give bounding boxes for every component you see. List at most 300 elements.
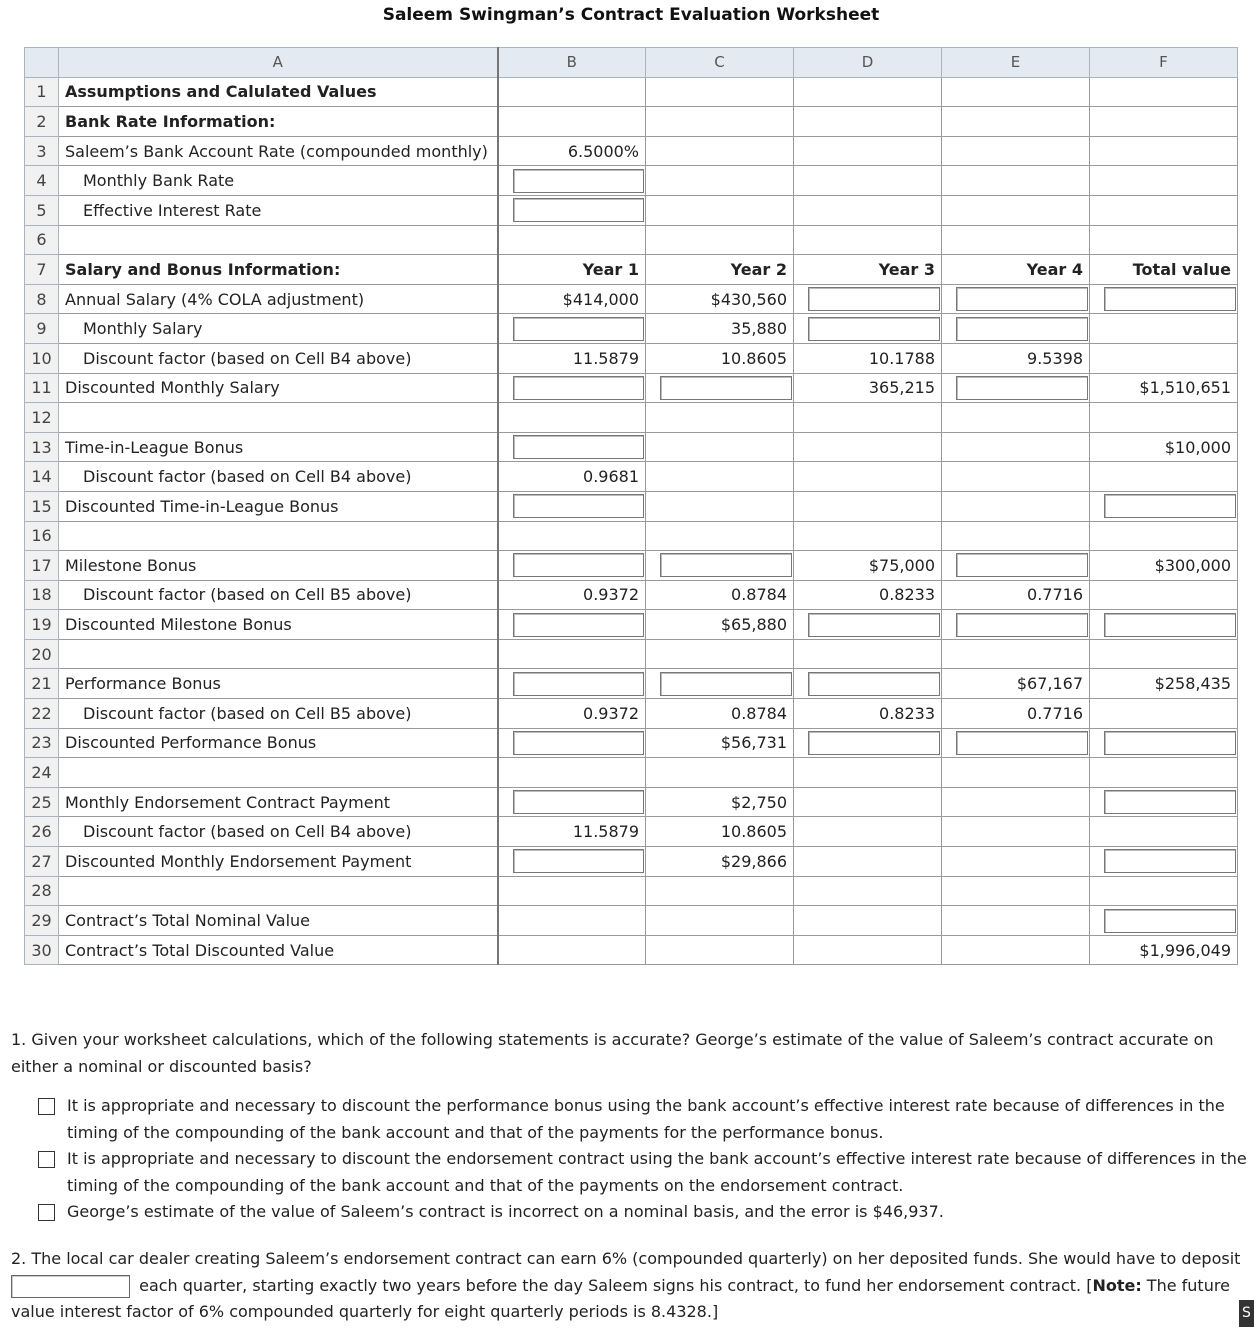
row-number[interactable]: 16: [25, 521, 59, 551]
cell-e1: [942, 77, 1090, 107]
cell-f18: [1090, 580, 1238, 610]
cell-a10: Discount factor (based on Cell B4 above): [59, 343, 498, 373]
cell-f8[interactable]: [1090, 284, 1238, 314]
table-row: [25, 343, 1238, 373]
cell-b7: Year 1: [498, 255, 646, 285]
cell-a15: Discounted Time-in-League Bonus: [59, 491, 498, 521]
cell-f4: [1090, 166, 1238, 196]
cell-e24: [942, 758, 1090, 788]
cell-a27: Discounted Monthly Endorsement Payment: [59, 847, 498, 877]
cell-e13: [942, 432, 1090, 462]
cell-c25: $2,750: [646, 787, 794, 817]
cell-c16: [646, 521, 794, 551]
q1-option-1[interactable]: [38, 1093, 1250, 1146]
table-row: [25, 551, 1238, 581]
cell-a18: Discount factor (based on Cell B5 above): [59, 580, 498, 610]
cell-c11[interactable]: [646, 373, 794, 403]
cell-e21: $67,167: [942, 669, 1090, 699]
cell-b4[interactable]: [498, 166, 646, 196]
cell-d5: [794, 195, 942, 225]
row-number[interactable]: 18: [25, 580, 59, 610]
table-row: [25, 77, 1238, 107]
cell-c24: [646, 758, 794, 788]
cell-e5: [942, 195, 1090, 225]
table-row: [25, 284, 1238, 314]
cell-f3: [1090, 136, 1238, 166]
cell-c21[interactable]: [646, 669, 794, 699]
row-number[interactable]: 1: [25, 77, 59, 107]
table-row: [25, 462, 1238, 492]
answer-input-e11[interactable]: [956, 376, 1088, 400]
cell-a8: Annual Salary (4% COLA adjustment): [59, 284, 498, 314]
cell-a12: [59, 403, 498, 433]
cell-c22: 0.8784: [646, 699, 794, 729]
answer-input-e23[interactable]: [956, 731, 1088, 755]
column-header-b[interactable]: B: [498, 48, 646, 78]
cell-a17: Milestone Bonus: [59, 551, 498, 581]
cell-e14: [942, 462, 1090, 492]
q2-note-text: The future value interest factor of 6% compounded quarterly for eight quarterly periods is 8.4328.]: [11, 1275, 1230, 1321]
cell-b30: [498, 935, 646, 965]
cell-c13: [646, 432, 794, 462]
corner-badge[interactable]: S: [1239, 1300, 1254, 1327]
cell-c30: [646, 935, 794, 965]
cell-c29: [646, 906, 794, 936]
cell-c18: 0.8784: [646, 580, 794, 610]
cell-e20: [942, 639, 1090, 669]
cell-e29: [942, 906, 1090, 936]
cell-b27[interactable]: [498, 847, 646, 877]
cell-b25[interactable]: [498, 787, 646, 817]
cell-d2: [794, 107, 942, 137]
cell-d28: [794, 876, 942, 906]
cell-a6: [59, 225, 498, 255]
q2-deposit-input[interactable]: [11, 1275, 130, 1298]
table-row: [25, 255, 1238, 285]
cell-a20: [59, 639, 498, 669]
answer-input-b23[interactable]: [513, 731, 645, 755]
q1-option-2-checkbox[interactable]: [38, 1151, 55, 1168]
cell-e30: [942, 935, 1090, 965]
cell-a23: Discounted Performance Bonus: [59, 728, 498, 758]
cell-f15[interactable]: [1090, 491, 1238, 521]
cell-f23[interactable]: [1090, 728, 1238, 758]
row-number[interactable]: 24: [25, 758, 59, 788]
answer-input-e17[interactable]: [956, 553, 1088, 577]
row-number[interactable]: 21: [25, 669, 59, 699]
row-number[interactable]: 6: [25, 225, 59, 255]
table-row: [25, 107, 1238, 137]
cell-a28: [59, 876, 498, 906]
cell-c17[interactable]: [646, 551, 794, 581]
cell-f24: [1090, 758, 1238, 788]
cell-e25: [942, 787, 1090, 817]
row-number[interactable]: 4: [25, 166, 59, 196]
cell-c8: $430,560: [646, 284, 794, 314]
answer-input-b19[interactable]: [513, 613, 645, 637]
page-title: Saleem Swingman’s Contract Evaluation Worksheet: [382, 5, 880, 25]
cell-b16: [498, 521, 646, 551]
cell-c12: [646, 403, 794, 433]
cell-f13: $10,000: [1090, 432, 1238, 462]
answer-input-e9[interactable]: [956, 317, 1088, 341]
answer-input-b11[interactable]: [513, 376, 645, 400]
cell-c14: [646, 462, 794, 492]
cell-b19[interactable]: [498, 610, 646, 640]
column-header-d[interactable]: D: [794, 48, 942, 78]
cell-b24: [498, 758, 646, 788]
cell-b2: [498, 107, 646, 137]
cell-f17: $300,000: [1090, 551, 1238, 581]
answer-input-f25[interactable]: [1104, 790, 1236, 814]
row-number[interactable]: 11: [25, 373, 59, 403]
cell-d20: [794, 639, 942, 669]
q1-option-2[interactable]: [38, 1146, 1250, 1199]
table-row: [25, 847, 1238, 877]
cell-b23[interactable]: [498, 728, 646, 758]
row-number[interactable]: 12: [25, 403, 59, 433]
cell-c7: Year 2: [646, 255, 794, 285]
table-row: [25, 225, 1238, 255]
cell-f28: [1090, 876, 1238, 906]
cell-b12: [498, 403, 646, 433]
cell-d24: [794, 758, 942, 788]
row-number[interactable]: 17: [25, 551, 59, 581]
cell-e27: [942, 847, 1090, 877]
cell-c4: [646, 166, 794, 196]
table-row: [25, 728, 1238, 758]
cell-b22: 0.9372: [498, 699, 646, 729]
column-header-f[interactable]: F: [1090, 48, 1238, 78]
row-number[interactable]: 9: [25, 314, 59, 344]
cell-b14: 0.9681: [498, 462, 646, 492]
cell-b1: [498, 77, 646, 107]
corner-cell[interactable]: [25, 48, 59, 78]
cell-a16: [59, 521, 498, 551]
cell-f27[interactable]: [1090, 847, 1238, 877]
cell-b5[interactable]: [498, 195, 646, 225]
column-header-row: [25, 48, 1238, 78]
cell-c19: $65,880: [646, 610, 794, 640]
table-row: [25, 817, 1238, 847]
cell-a19: Discounted Milestone Bonus: [59, 610, 498, 640]
cell-d14: [794, 462, 942, 492]
cell-e6: [942, 225, 1090, 255]
cell-a9: Monthly Salary: [59, 314, 498, 344]
q2-note-label: Note:: [1092, 1275, 1142, 1295]
cell-d18: 0.8233: [794, 580, 942, 610]
cell-f2: [1090, 107, 1238, 137]
table-row: [25, 639, 1238, 669]
answer-input-b25[interactable]: [513, 790, 645, 814]
row-number[interactable]: 30: [25, 935, 59, 965]
answer-input-b15[interactable]: [513, 494, 645, 518]
cell-b29: [498, 906, 646, 936]
answer-input-d21[interactable]: [808, 672, 940, 696]
cell-a7: Salary and Bonus Information:: [59, 255, 498, 285]
cell-f9: [1090, 314, 1238, 344]
cell-d9[interactable]: [794, 314, 942, 344]
q1-option-3[interactable]: [38, 1199, 1250, 1226]
cell-f14: [1090, 462, 1238, 492]
cell-b21[interactable]: [498, 669, 646, 699]
row-number[interactable]: 15: [25, 491, 59, 521]
cell-b18: 0.9372: [498, 580, 646, 610]
cell-d8[interactable]: [794, 284, 942, 314]
column-header-c[interactable]: C: [646, 48, 794, 78]
cell-d21[interactable]: [794, 669, 942, 699]
answer-input-f29[interactable]: [1104, 909, 1236, 933]
table-row: [25, 491, 1238, 521]
cell-a1: Assumptions and Calulated Values: [59, 77, 498, 107]
row-number[interactable]: 13: [25, 432, 59, 462]
cell-f20: [1090, 639, 1238, 669]
cell-d17: $75,000: [794, 551, 942, 581]
cell-b6: [498, 225, 646, 255]
table-row: [25, 935, 1238, 965]
cell-c9: 35,880: [646, 314, 794, 344]
cell-e3: [942, 136, 1090, 166]
cell-e28: [942, 876, 1090, 906]
cell-e15: [942, 491, 1090, 521]
answer-input-d8[interactable]: [808, 287, 940, 311]
table-row: [25, 906, 1238, 936]
cell-f30: $1,996,049: [1090, 935, 1238, 965]
question-1-text: 1. Given your worksheet calculations, which of the following statements is accurate? George’s estimate of the value of Saleem’s contract accurate on either a nominal or discounted basis?: [11, 1030, 1214, 1076]
cell-f21: $258,435: [1090, 669, 1238, 699]
table-row: [25, 432, 1238, 462]
q1-option-3-checkbox[interactable]: [38, 1204, 55, 1221]
row-number[interactable]: 29: [25, 906, 59, 936]
cell-a29: Contract’s Total Nominal Value: [59, 906, 498, 936]
cell-b13[interactable]: [498, 432, 646, 462]
cell-c1: [646, 77, 794, 107]
cell-f19[interactable]: [1090, 610, 1238, 640]
answer-input-c17[interactable]: [660, 553, 792, 577]
cell-f1: [1090, 77, 1238, 107]
cell-d6: [794, 225, 942, 255]
cell-f16: [1090, 521, 1238, 551]
cell-f22: [1090, 699, 1238, 729]
answer-input-b4[interactable]: [513, 169, 645, 193]
cell-e11[interactable]: [942, 373, 1090, 403]
q1-option-2-label: It is appropriate and necessary to discount the endorsement contract using the bank account’s effective interest rate because of differences in the timing of the compounding of the bank account and that of the payments on the endorsement contract.: [67, 1149, 1247, 1195]
answer-input-c21[interactable]: [660, 672, 792, 696]
cell-e23[interactable]: [942, 728, 1090, 758]
cell-b10: 11.5879: [498, 343, 646, 373]
cell-b26: 11.5879: [498, 817, 646, 847]
table-row: [25, 580, 1238, 610]
cell-c28: [646, 876, 794, 906]
cell-f25[interactable]: [1090, 787, 1238, 817]
table-row: [25, 610, 1238, 640]
cell-b15[interactable]: [498, 491, 646, 521]
row-number[interactable]: 26: [25, 817, 59, 847]
cell-e18: 0.7716: [942, 580, 1090, 610]
cell-a21: Performance Bonus: [59, 669, 498, 699]
row-number[interactable]: 27: [25, 847, 59, 877]
answer-input-d9[interactable]: [808, 317, 940, 341]
cell-e9[interactable]: [942, 314, 1090, 344]
cell-c27: $29,866: [646, 847, 794, 877]
answer-input-c11[interactable]: [660, 376, 792, 400]
row-number[interactable]: 3: [25, 136, 59, 166]
worksheet-table: [24, 47, 1238, 965]
cell-e4: [942, 166, 1090, 196]
cell-a4: Monthly Bank Rate: [59, 166, 498, 196]
cell-b28: [498, 876, 646, 906]
cell-c10: 10.8605: [646, 343, 794, 373]
answer-input-b27[interactable]: [513, 849, 645, 873]
cell-a26: Discount factor (based on Cell B4 above): [59, 817, 498, 847]
cell-b17[interactable]: [498, 551, 646, 581]
answer-input-d19[interactable]: [808, 613, 940, 637]
cell-d19[interactable]: [794, 610, 942, 640]
cell-d22: 0.8233: [794, 699, 942, 729]
cell-d27: [794, 847, 942, 877]
cell-d25: [794, 787, 942, 817]
answer-input-e19[interactable]: [956, 613, 1088, 637]
cell-d7: Year 3: [794, 255, 942, 285]
cell-a13: Time-in-League Bonus: [59, 432, 498, 462]
table-row: [25, 669, 1238, 699]
cell-d3: [794, 136, 942, 166]
cell-c3: [646, 136, 794, 166]
cell-d12: [794, 403, 942, 433]
cell-d4: [794, 166, 942, 196]
row-number[interactable]: 20: [25, 639, 59, 669]
cell-e2: [942, 107, 1090, 137]
cell-b9[interactable]: [498, 314, 646, 344]
row-number[interactable]: 19: [25, 610, 59, 640]
cell-f10: [1090, 343, 1238, 373]
answer-input-b9[interactable]: [513, 317, 645, 341]
cell-e16: [942, 521, 1090, 551]
q1-option-1-label: It is appropriate and necessary to discount the performance bonus using the bank account’s effective interest rate because of differences in the timing of the compounding of the bank account and that of the payments for the performance bonus.: [67, 1096, 1225, 1142]
answer-input-e8[interactable]: [956, 287, 1088, 311]
cell-a22: Discount factor (based on Cell B5 above): [59, 699, 498, 729]
cell-f29[interactable]: [1090, 906, 1238, 936]
cell-a14: Discount factor (based on Cell B4 above): [59, 462, 498, 492]
table-row: [25, 787, 1238, 817]
cell-e10: 9.5398: [942, 343, 1090, 373]
row-number[interactable]: 2: [25, 107, 59, 137]
cell-d26: [794, 817, 942, 847]
q1-option-3-label: George’s estimate of the value of Saleem’s contract is incorrect on a nominal basis, and the error is $46,937.: [67, 1202, 944, 1221]
answer-input-f15[interactable]: [1104, 494, 1236, 518]
row-number[interactable]: 28: [25, 876, 59, 906]
cell-d23[interactable]: [794, 728, 942, 758]
cell-a25: Monthly Endorsement Contract Payment: [59, 787, 498, 817]
cell-d10: 10.1788: [794, 343, 942, 373]
answer-input-d23[interactable]: [808, 731, 940, 755]
cell-f26: [1090, 817, 1238, 847]
cell-e17[interactable]: [942, 551, 1090, 581]
row-number[interactable]: 5: [25, 195, 59, 225]
cell-c20: [646, 639, 794, 669]
table-row: [25, 521, 1238, 551]
cell-e8[interactable]: [942, 284, 1090, 314]
table-row: [25, 373, 1238, 403]
q1-option-1-checkbox[interactable]: [38, 1098, 55, 1115]
cell-e22: 0.7716: [942, 699, 1090, 729]
row-number[interactable]: 23: [25, 728, 59, 758]
table-row: [25, 195, 1238, 225]
row-number[interactable]: 8: [25, 284, 59, 314]
cell-e12: [942, 403, 1090, 433]
cell-a11: Discounted Monthly Salary: [59, 373, 498, 403]
answer-input-b5[interactable]: [513, 198, 645, 222]
table-row: [25, 876, 1238, 906]
cell-b8: $414,000: [498, 284, 646, 314]
cell-d16: [794, 521, 942, 551]
answer-input-b13[interactable]: [513, 435, 645, 459]
cell-a3: Saleem’s Bank Account Rate (compounded monthly): [59, 136, 498, 166]
answer-input-f27[interactable]: [1104, 849, 1236, 873]
cell-a24: [59, 758, 498, 788]
answer-input-b17[interactable]: [513, 553, 645, 577]
cell-a2: Bank Rate Information:: [59, 107, 498, 137]
q2-after-box: each quarter, starting exactly two years before the day Saleem signs his contract, to fund her endorsement contract. [: [139, 1275, 1093, 1295]
cell-e7: Year 4: [942, 255, 1090, 285]
q2-line-1: 2. The local car dealer creating Saleem’s endorsement contract can earn 6% (compounded quarterly) on her deposited funds. She would have to deposit: [11, 1249, 1241, 1268]
table-row: [25, 166, 1238, 196]
table-row: [25, 699, 1238, 729]
cell-f12: [1090, 403, 1238, 433]
cell-f11: $1,510,651: [1090, 373, 1238, 403]
answer-input-f8[interactable]: [1104, 287, 1236, 311]
table-row: [25, 314, 1238, 344]
row-number[interactable]: 25: [25, 787, 59, 817]
answer-input-f23[interactable]: [1104, 731, 1236, 755]
table-row: [25, 758, 1238, 788]
row-number[interactable]: 10: [25, 343, 59, 373]
cell-d13: [794, 432, 942, 462]
cell-a5: Effective Interest Rate: [59, 195, 498, 225]
row-number[interactable]: 22: [25, 699, 59, 729]
cell-c5: [646, 195, 794, 225]
cell-c2: [646, 107, 794, 137]
table-row: [25, 403, 1238, 433]
cell-b20: [498, 639, 646, 669]
question-2-text: [11, 1246, 1246, 1326]
cell-c15: [646, 491, 794, 521]
cell-c6: [646, 225, 794, 255]
answer-input-b21[interactable]: [513, 672, 645, 696]
cell-c23: $56,731: [646, 728, 794, 758]
row-number[interactable]: 7: [25, 255, 59, 285]
table-row: [25, 136, 1238, 166]
cell-f5: [1090, 195, 1238, 225]
cell-d15: [794, 491, 942, 521]
column-header-a[interactable]: A: [59, 48, 498, 78]
cell-d1: [794, 77, 942, 107]
cell-d29: [794, 906, 942, 936]
cell-f7: Total value: [1090, 255, 1238, 285]
row-number[interactable]: 14: [25, 462, 59, 492]
cell-d30: [794, 935, 942, 965]
cell-f6: [1090, 225, 1238, 255]
cell-e26: [942, 817, 1090, 847]
cell-b11[interactable]: [498, 373, 646, 403]
answer-input-f19[interactable]: [1104, 613, 1236, 637]
cell-a30: Contract’s Total Discounted Value: [59, 935, 498, 965]
cell-e19[interactable]: [942, 610, 1090, 640]
cell-b3: 6.5000%: [498, 136, 646, 166]
cell-c26: 10.8605: [646, 817, 794, 847]
cell-d11: 365,215: [794, 373, 942, 403]
column-header-e[interactable]: E: [942, 48, 1090, 78]
